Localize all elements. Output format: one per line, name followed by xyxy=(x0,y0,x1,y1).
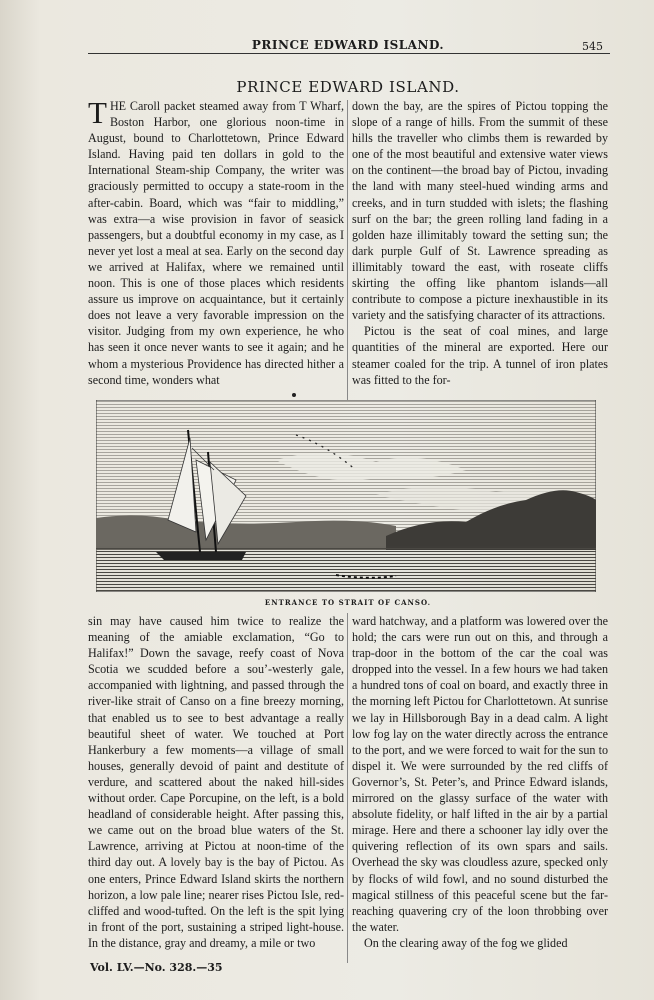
article-title: PRINCE EDWARD ISLAND. xyxy=(236,78,460,96)
column-bottom-left xyxy=(88,613,344,951)
column-bottom-right xyxy=(352,613,608,951)
paragraph: sin may have caused him twice to realize the meaning of the amiable exclamation, “Go to Halifax!” Down the savage, reefy coast of Nova Scotia we scudded before a sou’-westerly gale, accompanied with lightning, and passed through the river-like strait of Canso on a fine breezy morning, that enabled us to see to best advantage a really beautiful sheet of water. We touched at Port Hankerbury a few moments—a village of small houses, generally devoid of paint and destitute of verdure, and scattered about the naked hill-sides without order. Cape Porcupine, on the left, is a bold headland of considerable height. After passing this, we came out on the broad blue waters of the St. Lawrence, arriving at Pictou at noon-time of the third day out. A lovely bay is the bay of Pictou. As one enters, Prince Edward Island skirts the northern horizon, a low pale line; nearer rises Pictou Isle, red-cliffed and wood-tufted. On the left is the spit lying in front of the port, sustaining a striped light-house. In the distance, gray and dreamy, a mile or two xyxy=(88,614,344,950)
paragraph: ward hatchway, and a platform was lowered over the hold; the cars were run out on this, and through a trap-door in the bottom of the car the coal was dropped into the vessel. In a few hours we had taken a hundred tons of coal on board, and exactly three in the morning left Pictou for Charlottetown. At sunrise we lay in Hillsborough Bay in a dead calm. A light low fog lay on the water directly across the entrance to the port, and we were forced to wait for the sun to dispel it. We were surrounded by the red cliffs of Governor’s, St. Peter’s, and Prince Edward islands, mirrored on the glassy surface of the water with absolute fidelity, or half lifted in the air by a partial mirage. Here and there a schooner lay idly over the quivering reflection of its own spars and sails. Overhead the sky was cloudless azure, specked only by flocks of wild fowl, and no sound disturbed the magical stillness of this peaceful scene but the far-reaching quavering cry of the loon throbbing over the water. xyxy=(352,614,608,934)
paragraph: down the bay, are the spires of Pictou topping the slope of a range of hills. From the summit of these hills the traveller who climbs them is rewarded by one of the most beautiful and extensive water views on the continent—the broad bay of Pictou, invading the land with many steel-hued winding arms and creeks, and in turn studded with islets; the flashing surf on the bar; the green rolling land fading in a golden haze illimitably toward the setting sun; the dark purple Gulf of St. Lawrence spreading as illimitably toward the east, with roseate cliffs skirting the offing like phantom islands—all contribute to compose a picture inexhaustible in its variety and the satisfying character of its attractions. xyxy=(352,99,608,323)
header-rule xyxy=(88,53,610,54)
paragraph: Pictou is the seat of coal mines, and large quantities of the mineral are exported. Here our steamer coaled for the trip. A tunnel of iron plates was fitted to the for- xyxy=(352,324,608,387)
column-divider xyxy=(347,613,348,963)
engraving-illustration xyxy=(96,400,596,592)
paragraph: On the clearing away of the fog we glided xyxy=(364,935,568,950)
column-top-right xyxy=(352,98,608,388)
column-top-left xyxy=(88,95,344,388)
sailing-ship-engraving xyxy=(96,400,596,592)
page-number: 545 xyxy=(582,40,603,53)
running-title: PRINCE EDWARD ISLAND. xyxy=(251,38,445,52)
drop-cap: T xyxy=(88,95,107,130)
paragraph-text: HE Caroll packet steamed away from T Wharf, Boston Harbor, one glorious noon-time in August, bound to Charlottetown, Prince Edward Island. Having paid ten dollars in gold to the International Steam-ship Company, the writer was graciously permitted to occupy a state-room in the after-cabin. Board, which was “fair to middling,” was extra—a wise provision in favor of seasick passengers, but a doubtful economy in my case, as I never yet lost a meal at sea. Early on the second day we arrived at Halifax, where we remained until noon. This is one of those places which residents assure us improve on acquaintance, but it certainly does not leave a very favorable impression on the visitor. Judging from my own experience, he who has seen it once never wants to see it again; and he whom a mysterious Providence has directed hither a second time, wonders what xyxy=(88,99,344,387)
paragraph xyxy=(88,95,344,388)
signature-line: Vol. LV.—No. 328.—35 xyxy=(90,961,223,974)
ornament-dot xyxy=(292,393,296,397)
column-divider xyxy=(347,100,348,400)
illustration-caption: ENTRANCE TO STRAIT OF CANSO. xyxy=(264,598,432,607)
